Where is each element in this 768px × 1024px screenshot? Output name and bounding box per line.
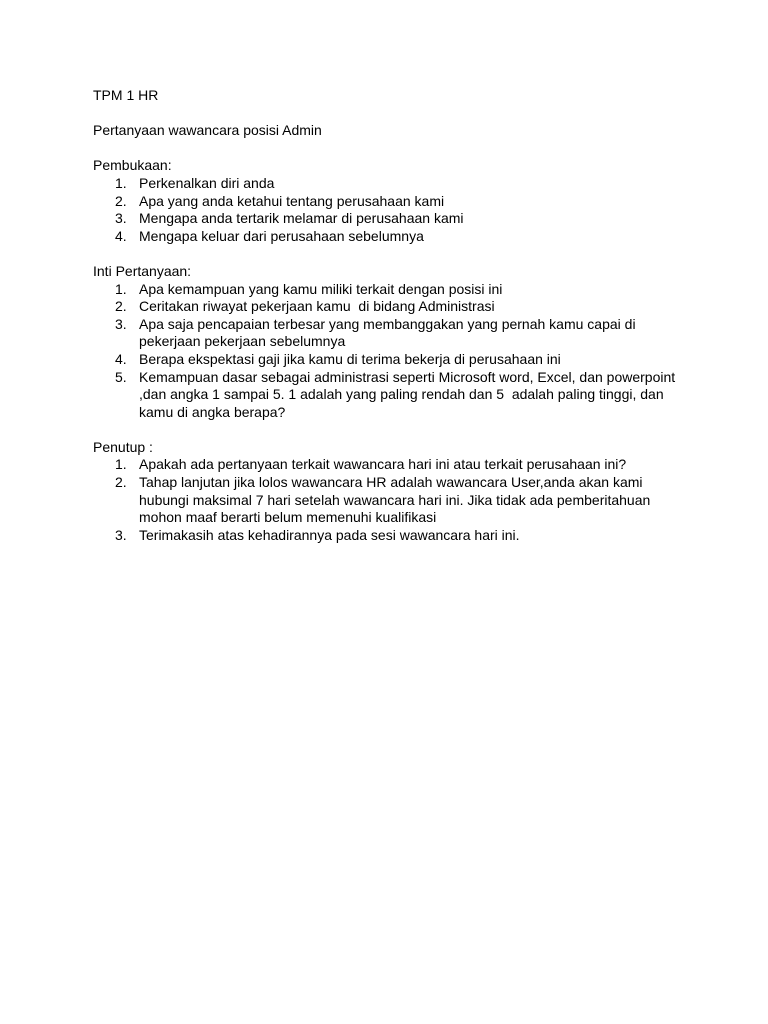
list-item (93, 369, 693, 422)
question-list-penutup (93, 456, 693, 544)
list-item (93, 316, 693, 351)
list-item (93, 474, 693, 527)
list-item-text: Apa kemampuan yang kamu miliki terkait dengan posisi ini (139, 280, 503, 297)
list-item-text: Mengapa anda tertarik melamar di perusahaan kami (139, 210, 464, 227)
list-item-text: Kemampuan dasar sebagai administrasi seperti Microsoft word, Excel, dan powerpoint ,dan angka 1 sampai 5. 1 adalah yang paling rendah dan 5 adalah paling tinggi, dan kamu di angka berapa? (139, 368, 680, 420)
list-number: 4. (115, 350, 127, 367)
question-list-inti-pertanyaan (93, 281, 693, 422)
list-item (93, 193, 693, 211)
list-item (93, 175, 693, 193)
list-number: 5. (115, 368, 127, 385)
list-number: 1. (115, 456, 127, 473)
list-number: 4. (115, 227, 127, 244)
list-item-text: Apakah ada pertanyaan terkait wawancara hari ini atau terkait perusahaan ini? (139, 456, 627, 473)
list-item-text: Berapa ekspektasi gaji jika kamu di terima bekerja di perusahaan ini (139, 350, 561, 367)
list-item (93, 228, 693, 246)
section-heading-pembukaan: Pembukaan: (93, 157, 172, 174)
section-heading-inti-pertanyaan: Inti Pertanyaan: (93, 262, 192, 279)
blank-line (93, 421, 693, 439)
list-item (93, 298, 693, 316)
list-item (93, 527, 693, 545)
document-subtitle: Pertanyaan wawancara posisi Admin (93, 122, 322, 139)
list-item-text: Terimakasih atas kehadirannya pada sesi wawancara hari ini. (139, 526, 520, 543)
list-item (93, 456, 693, 474)
document-title: TPM 1 HR (93, 87, 159, 103)
list-item-text: Apa yang anda ketahui tentang perusahaan kami (139, 192, 445, 209)
list-number: 3. (115, 315, 127, 332)
list-number: 2. (115, 192, 127, 209)
list-item (93, 210, 693, 228)
question-list-pembukaan (93, 175, 693, 245)
list-number: 1. (115, 280, 127, 297)
list-item-text: Apa saja pencapaian terbesar yang membanggakan yang pernah kamu capai di pekerjaan pekerjaan sebelumnya (139, 315, 640, 350)
list-number: 3. (115, 210, 127, 227)
document-body (93, 87, 693, 544)
list-number: 3. (115, 526, 127, 543)
section-heading-penutup: Penutup : (93, 438, 153, 455)
blank-line (93, 245, 693, 263)
list-item (93, 351, 693, 369)
list-item-text: Tahap lanjutan jika lolos wawancara HR adalah wawancara User,anda akan kami hubungi maksimal 7 hari setelah wawancara hari ini. Jika tidak ada pemberitahuan mohon maaf berarti belum memenuhi kualifikasi (139, 474, 655, 526)
blank-line (93, 105, 693, 123)
blank-line (93, 140, 693, 158)
list-number: 1. (115, 174, 127, 191)
list-item-text: Mengapa keluar dari perusahaan sebelumnya (139, 227, 424, 244)
list-number: 2. (115, 298, 127, 315)
list-item-text: Ceritakan riwayat pekerjaan kamu di bidang Administrasi (139, 298, 495, 315)
list-item-text: Perkenalkan diri anda (139, 174, 275, 191)
list-item (93, 281, 693, 299)
list-number: 2. (115, 474, 127, 491)
